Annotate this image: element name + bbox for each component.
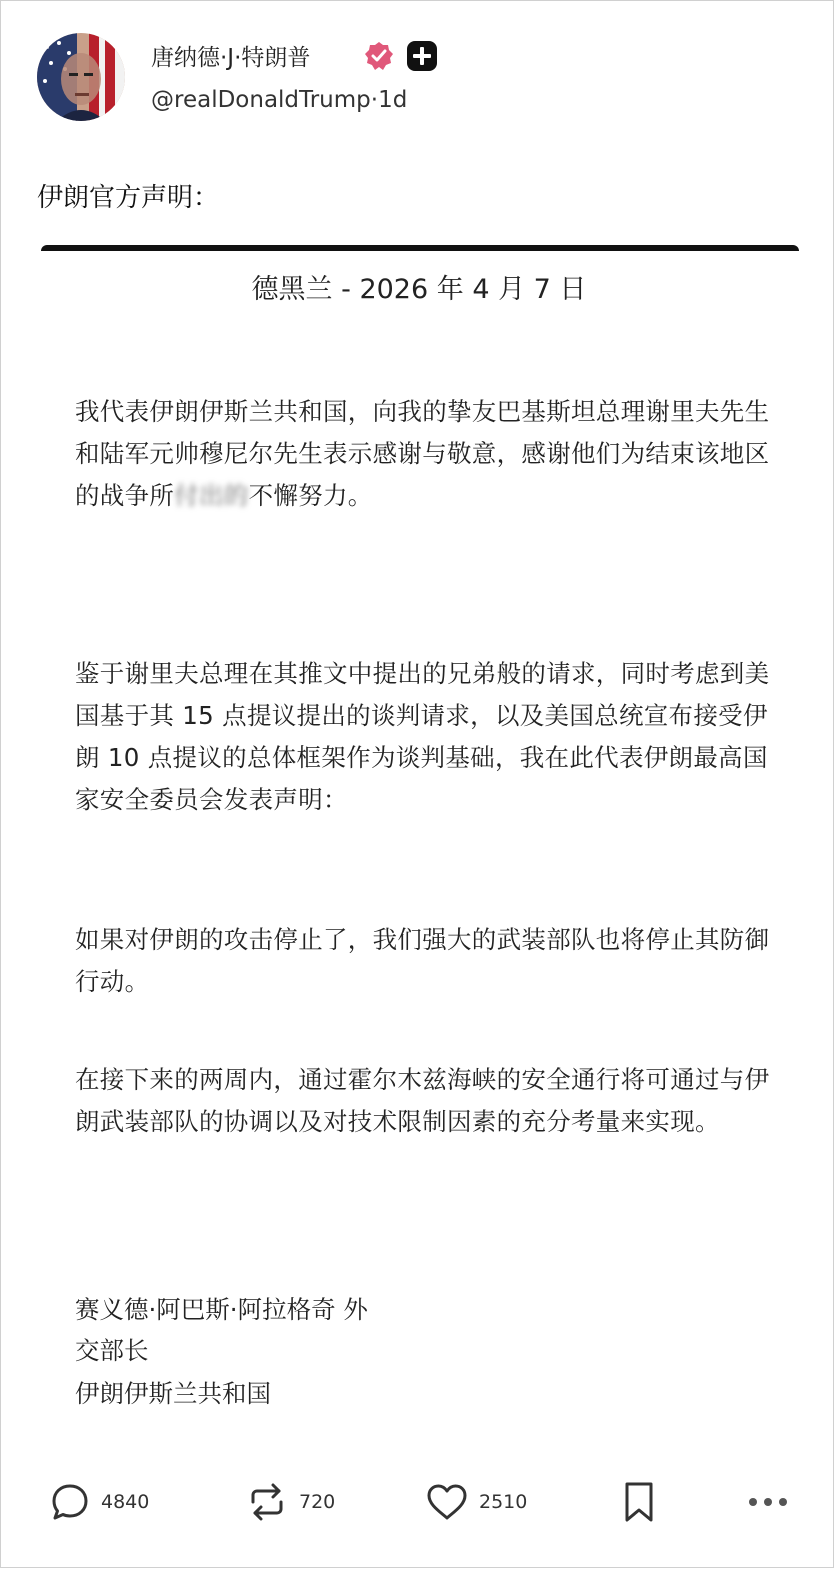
- avatar-flag-portrait-icon: [37, 33, 125, 121]
- paragraph-1-end: 不懈努力。: [248, 481, 373, 510]
- avatar[interactable]: [37, 33, 125, 121]
- repost-button[interactable]: [245, 1479, 335, 1525]
- display-name[interactable]: 唐纳德·J·特朗普: [151, 45, 311, 71]
- verified-badge-icon: [363, 40, 395, 72]
- statement-paragraph-3: 如果对伊朗的攻击停止了，我们强大的武装部队也将停止其防御行动。: [75, 925, 770, 996]
- statement-paragraph-4: 在接下来的两周内，通过霍尔木兹海峡的安全通行将可通过与伊朗武装部队的协调以及对技术限制因素的充分考量来实现。: [75, 1065, 770, 1136]
- bookmark-icon: [621, 1479, 657, 1525]
- repost-icon: [245, 1480, 289, 1524]
- handle[interactable]: @realDonaldTrump: [151, 87, 371, 113]
- heart-icon: [425, 1481, 469, 1523]
- statement-header: 德黑兰 - 2026 年 4 月 7 日: [251, 274, 587, 305]
- like-count: 2510: [479, 1491, 528, 1513]
- post-text: 伊朗官方声明：: [37, 183, 220, 213]
- time-separator: ·: [370, 87, 379, 113]
- statement-paragraph-2: 鉴于谢里夫总理在其推文中提出的兄弟般的请求，同时考虑到美国基于其 15 点提议提出的谈判请求，以及美国总统宣布接受伊朗 10 点提议的总体框架作为谈判基础，我在此代表伊朗最高国家安全委员会发表声明：: [75, 659, 770, 814]
- more-dots-icon: [745, 1492, 791, 1512]
- statement-paragraph-1: [75, 391, 775, 517]
- more-options-button[interactable]: [745, 1479, 791, 1525]
- repost-count: 720: [299, 1491, 336, 1513]
- plus-badge-icon[interactable]: [406, 40, 438, 72]
- like-button[interactable]: [425, 1479, 527, 1525]
- timestamp[interactable]: 1d: [378, 87, 408, 113]
- bookmark-button[interactable]: [621, 1479, 657, 1525]
- paragraph-1-blurred-text: 付出的: [174, 481, 249, 510]
- signature-line-2: 交部长: [75, 1336, 149, 1365]
- document-top-edge: [41, 245, 799, 251]
- reply-icon: [49, 1481, 91, 1523]
- paragraph-1-text: 我代表伊朗伊斯兰共和国，向我的挚友巴基斯坦总理谢里夫先生和陆军元帅穆尼尔先生表示感谢与敬意，感谢他们为结束该地区的战争所: [75, 397, 770, 510]
- handle-row: [151, 87, 407, 113]
- signature-line-1: 赛义德·阿巴斯·阿拉格奇 外: [75, 1295, 368, 1324]
- signature-line-3: 伊朗伊斯兰共和国: [75, 1379, 271, 1408]
- reply-count: 4840: [101, 1491, 150, 1513]
- reply-button[interactable]: [49, 1479, 149, 1525]
